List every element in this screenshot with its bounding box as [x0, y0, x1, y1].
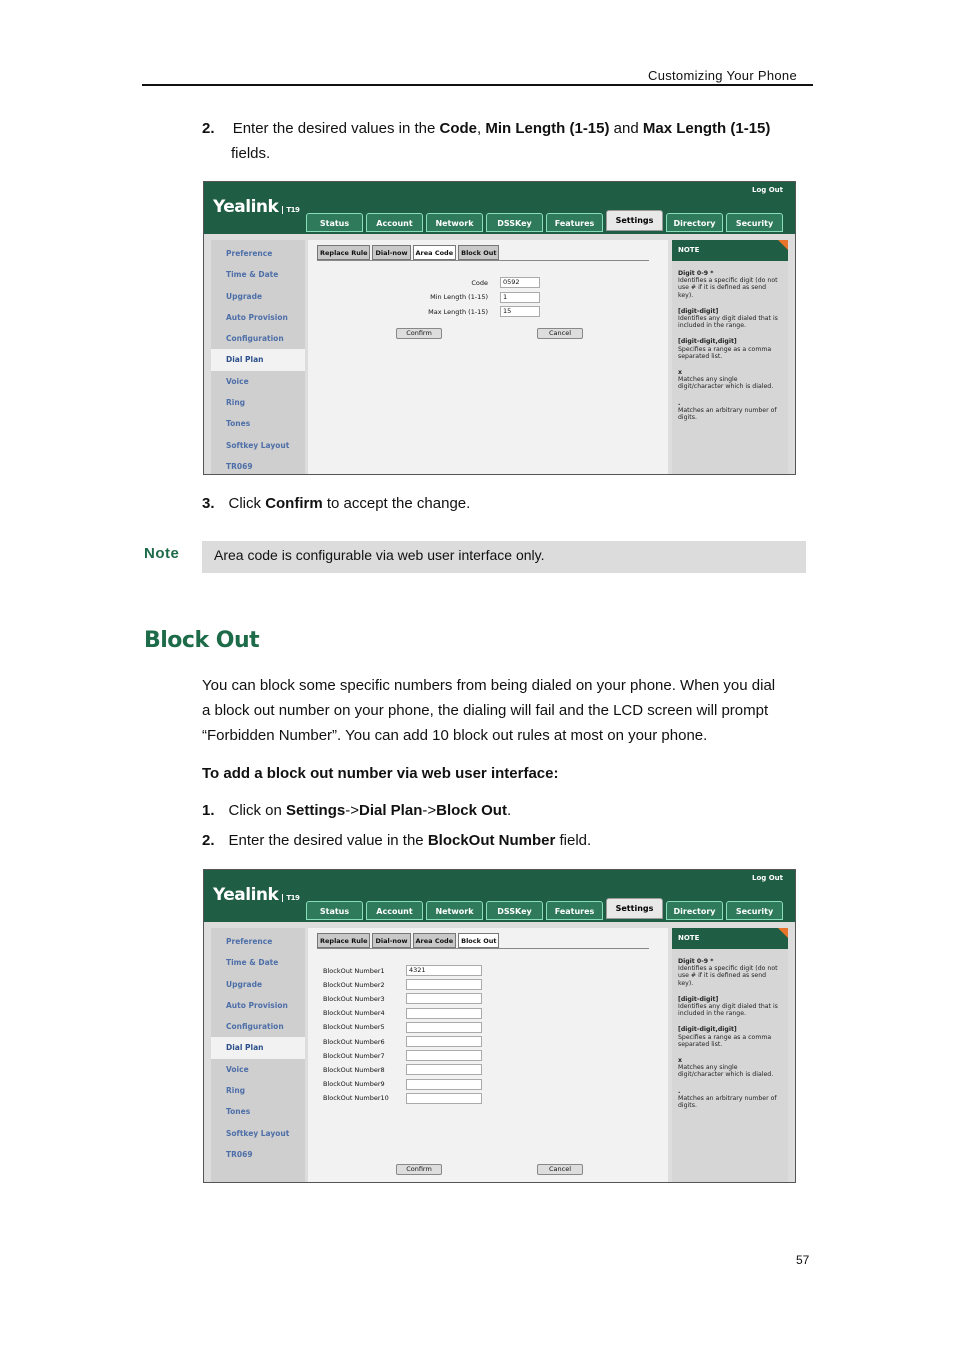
field-input[interactable]	[406, 1008, 482, 1019]
tab-dsskey[interactable]: DSSKey	[486, 901, 543, 920]
form-row	[323, 1093, 482, 1104]
form-row	[368, 292, 540, 303]
tab-security[interactable]: Security	[726, 213, 783, 232]
note-entry	[672, 308, 788, 330]
form-row	[323, 1079, 482, 1090]
field-label: BlockOut Number6	[323, 1037, 385, 1046]
form-row	[323, 1022, 482, 1033]
subtab-replace-rule[interactable]: Replace Rule	[317, 245, 370, 260]
note-entry	[672, 400, 788, 422]
note-entry-desc: Identifies a specific digit (do not use # if it is defined as send key).	[678, 277, 778, 299]
note-entry	[672, 369, 788, 391]
note-entry-title: [digit-digit]	[678, 307, 719, 315]
sidebar-item-voice[interactable]: Voice	[226, 1064, 249, 1074]
subtab-divider	[317, 948, 649, 949]
sidebar-item-time-date[interactable]: Time & Date	[226, 270, 279, 280]
yealink-logo: Yealink T19	[213, 885, 300, 905]
running-header: Customizing Your Phone	[648, 68, 797, 83]
field-input[interactable]	[406, 1093, 482, 1104]
note-header: NOTE	[672, 928, 788, 949]
field-input[interactable]	[406, 1050, 482, 1061]
form-row	[323, 1036, 482, 1047]
dial-plan-subtabs	[317, 933, 499, 948]
note-box: Area code is configurable via web user interface only.	[202, 541, 806, 573]
field-input[interactable]	[406, 993, 482, 1004]
field-label: BlockOut Number8	[323, 1065, 385, 1074]
step-1-navigate: 1. Click on Settings->Dial Plan->Block Out.	[202, 802, 512, 819]
sidebar-item-tones[interactable]: Tones	[226, 1107, 251, 1117]
sidebar-item-upgrade[interactable]: Upgrade	[226, 979, 263, 989]
form-row	[323, 993, 482, 1004]
note-entry-desc: Matches an arbitrary number of digits.	[678, 1094, 777, 1110]
yealink-logo: Yealink T19	[213, 197, 300, 217]
step-2-area-code: 2. Enter the desired values in the Code, Min Length (1-15) and Max Length (1-15)	[202, 120, 771, 137]
note-entry-title: x	[678, 1057, 682, 1065]
step-2-blockout: 2. Enter the desired value in the BlockOut Number field.	[202, 832, 592, 849]
note-entry-desc: Specifies a range as a comma separated list.	[678, 1033, 772, 1048]
note-entry-desc: Matches any single digit/character which is dialed.	[678, 376, 774, 391]
tab-account[interactable]: Account	[366, 213, 423, 232]
tab-status[interactable]: Status	[306, 901, 363, 920]
note-entry-title: [digit-digit,digit]	[678, 1026, 737, 1034]
tab-settings[interactable]: Settings	[606, 210, 663, 231]
form-row	[323, 979, 482, 990]
note-header: NOTE	[672, 240, 788, 261]
sidebar-item-preference[interactable]: Preference	[226, 937, 273, 946]
field-input[interactable]	[406, 1036, 482, 1047]
field-label: BlockOut Number2	[323, 980, 385, 989]
sidebar-item-dial-plan[interactable]: Dial Plan	[211, 1037, 305, 1058]
dial-plan-panel	[308, 928, 668, 1182]
note-entry-desc: Identifies any digit dialed that is included in the range.	[678, 1003, 778, 1018]
sidebar-item-configuration[interactable]: Configuration	[226, 334, 284, 344]
note-entry-title: .	[678, 1087, 681, 1095]
subtab-area-code[interactable]: Area Code	[413, 245, 457, 260]
confirm-button[interactable]: Confirm	[396, 328, 442, 339]
field-input[interactable]: 1	[500, 292, 540, 303]
note-entry	[672, 338, 788, 360]
note-entry	[672, 1057, 788, 1079]
note-entry-title: Digit 0-9 *	[678, 958, 714, 965]
dial-plan-subtabs	[317, 245, 499, 260]
note-entry	[672, 270, 788, 299]
logout-link[interactable]: Log Out	[752, 874, 783, 882]
tab-status[interactable]: Status	[306, 213, 363, 232]
confirm-button[interactable]: Confirm	[396, 1164, 442, 1175]
field-label: Code	[471, 278, 488, 287]
field-input[interactable]	[406, 1079, 482, 1090]
subtab-block-out[interactable]: Block Out	[458, 245, 499, 260]
field-label: Max Length (1-15)	[428, 307, 488, 316]
form-row	[323, 1064, 482, 1075]
cancel-button[interactable]: Cancel	[537, 328, 583, 339]
tab-features[interactable]: Features	[546, 901, 603, 920]
sidebar-item-configuration[interactable]: Configuration	[226, 1022, 284, 1032]
dial-plan-panel	[308, 240, 668, 474]
subtab-dial-now[interactable]: Dial-now	[372, 245, 410, 260]
field-input[interactable]: 0592	[500, 277, 540, 288]
procedure-title: To add a block out number via web user interface:	[202, 765, 559, 782]
sidebar-item-tr069[interactable]: TR069	[226, 461, 253, 471]
subtab-block-out[interactable]: Block Out	[458, 933, 499, 948]
sidebar-item-auto-provision[interactable]: Auto Provision	[226, 1000, 288, 1010]
form-row	[323, 1050, 482, 1061]
note-entry-desc: Matches an arbitrary number of digits.	[678, 406, 777, 422]
note-entry-title: [digit-digit,digit]	[678, 338, 737, 346]
note-entry-title: Digit 0-9 *	[678, 270, 714, 277]
sidebar-item-voice[interactable]: Voice	[226, 376, 249, 386]
model-label: T19	[282, 206, 299, 214]
tab-dsskey[interactable]: DSSKey	[486, 213, 543, 232]
sidebar-item-tr069[interactable]: TR069	[226, 1149, 253, 1159]
tab-account[interactable]: Account	[366, 901, 423, 920]
field-label: BlockOut Number3	[323, 994, 385, 1003]
block-out-screenshot	[203, 869, 796, 1183]
field-input[interactable]: 15	[500, 306, 540, 317]
subtab-area-code[interactable]: Area Code	[413, 933, 457, 948]
note-entry-desc: Identifies a specific digit (do not use # if it is defined as send key).	[678, 965, 778, 987]
tab-directory[interactable]: Directory	[666, 901, 723, 920]
note-pane	[672, 240, 788, 474]
note-entry-title: [digit-digit]	[678, 995, 719, 1003]
note-entry-desc: Matches any single digit/character which is dialed.	[678, 1064, 774, 1079]
form-row	[323, 965, 482, 976]
subtab-divider	[317, 260, 649, 261]
field-input[interactable]: 4321	[406, 965, 482, 976]
field-label: BlockOut Number10	[323, 1094, 389, 1103]
sidebar-item-tones[interactable]: Tones	[226, 419, 251, 429]
form-row	[323, 1008, 482, 1019]
tab-security[interactable]: Security	[726, 901, 783, 920]
form-row	[368, 277, 540, 288]
settings-sidebar	[211, 928, 305, 1182]
field-input[interactable]	[406, 979, 482, 990]
sidebar-item-softkey-layout[interactable]: Softkey Layout	[226, 440, 290, 450]
note-entry-title: .	[678, 399, 681, 407]
note-entry-desc: Specifies a range as a comma separated list.	[678, 345, 772, 360]
form-row	[368, 306, 540, 317]
note-label: Note	[144, 545, 180, 562]
field-input[interactable]	[406, 1064, 482, 1075]
note-entry-title: x	[678, 369, 682, 377]
note-entry-desc: Identifies any digit dialed that is included in the range.	[678, 315, 778, 330]
logout-link[interactable]: Log Out	[752, 186, 783, 194]
sidebar-item-softkey-layout[interactable]: Softkey Layout	[226, 1128, 290, 1138]
field-label: BlockOut Number9	[323, 1080, 385, 1089]
tab-features[interactable]: Features	[546, 213, 603, 232]
field-label: BlockOut Number5	[323, 1023, 385, 1032]
note-entry	[672, 1088, 788, 1110]
area-code-screenshot	[203, 181, 796, 475]
field-label: BlockOut Number7	[323, 1051, 385, 1060]
note-entry	[672, 1026, 788, 1048]
tab-directory[interactable]: Directory	[666, 213, 723, 232]
paragraph-line-2: a block out number on your phone, the dialing will fail and the LCD screen will prompt	[202, 702, 769, 719]
settings-sidebar	[211, 240, 305, 474]
subtab-dial-now[interactable]: Dial-now	[372, 933, 410, 948]
tab-network[interactable]: Network	[426, 213, 483, 232]
main-tabs	[306, 213, 783, 232]
tab-network[interactable]: Network	[426, 901, 483, 920]
cancel-button[interactable]: Cancel	[537, 1164, 583, 1175]
field-input[interactable]	[406, 1022, 482, 1033]
sidebar-item-ring[interactable]: Ring	[226, 1086, 246, 1096]
header-rule	[142, 84, 813, 86]
field-label: Min Length (1-15)	[430, 293, 488, 301]
sidebar-item-ring[interactable]: Ring	[226, 398, 246, 408]
field-label: BlockOut Number1	[323, 966, 385, 975]
note-entry	[672, 996, 788, 1018]
sidebar-item-upgrade[interactable]: Upgrade	[226, 291, 263, 301]
sidebar-item-preference[interactable]: Preference	[226, 249, 273, 258]
sidebar-item-auto-provision[interactable]: Auto Provision	[226, 312, 288, 322]
model-label: T19	[282, 894, 299, 902]
page-number: 57	[796, 1253, 810, 1267]
sidebar-item-dial-plan[interactable]: Dial Plan	[211, 349, 305, 370]
field-label: BlockOut Number4	[323, 1009, 385, 1018]
sidebar-item-time-date[interactable]: Time & Date	[226, 958, 279, 968]
section-title: Block Out	[144, 628, 260, 653]
subtab-replace-rule[interactable]: Replace Rule	[317, 933, 370, 948]
note-pane	[672, 928, 788, 1182]
paragraph-line-3: “Forbidden Number”. You can add 10 block out rules at most on your phone.	[202, 727, 708, 744]
step-3-confirm: 3. Click Confirm to accept the change.	[202, 495, 471, 512]
note-entry	[672, 958, 788, 987]
main-tabs	[306, 901, 783, 920]
step-2-area-code-line2: fields.	[231, 145, 271, 162]
paragraph-line-1: You can block some specific numbers from being dialed on your phone. When you dial	[202, 677, 776, 694]
tab-settings[interactable]: Settings	[606, 898, 663, 919]
